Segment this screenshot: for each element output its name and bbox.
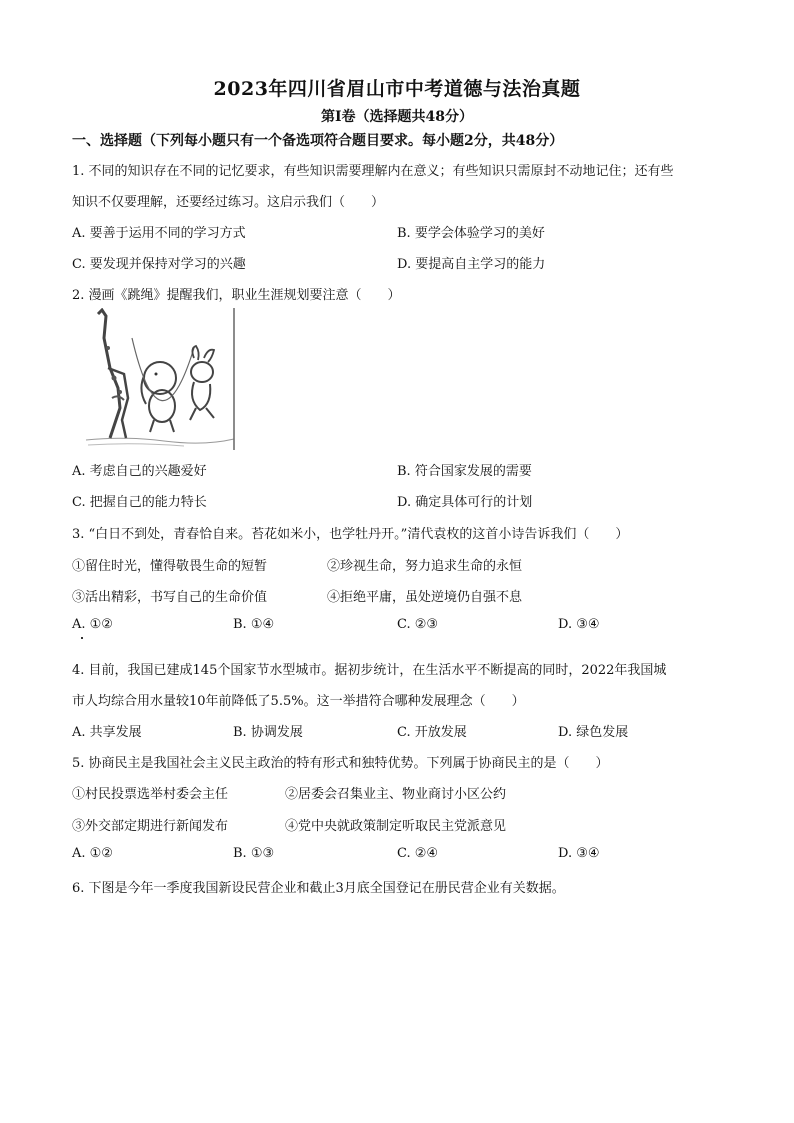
q2-option-c: C. 把握自己的能力特长 (72, 495, 207, 510)
q3-stem-line-1: 3. “白日不到处，青春恰自来。苔花如米小，也学牡丹开。”清代袁枚的这首小诗告诉我们（ ） (72, 527, 629, 542)
q5-item-4: ④党中央就政策制定听取民主党派意见 (285, 819, 507, 834)
q5-item-2: ②居委会召集业主、物业商讨小区公约 (285, 787, 507, 802)
q5-stem-line-1: 5. 协商民主是我国社会主义民主政治的特有形式和独特优势。下列属于协商民主的是（ ） (72, 756, 609, 771)
q3-option-c: C. ②③ (397, 617, 439, 632)
q4-option-d: D. 绿色发展 (558, 725, 629, 740)
volume-heading: 第Ⅰ卷（选择题共48分） (320, 109, 474, 125)
q4-option-a: A. 共享发展 (72, 725, 142, 740)
q4-stem-line-2: 市人均综合用水量较10年前降低了5.5%。这一举措符合哪种发展理念（ ） (72, 694, 525, 709)
page-title: 2023年四川省眉山市中考道德与法治真题 (213, 78, 581, 100)
stray-dot (81, 637, 83, 639)
q3-item-2: ②珍视生命，努力追求生命的永恒 (327, 559, 523, 574)
q3-option-d: D. ③④ (558, 617, 600, 632)
q5-option-d: D. ③④ (558, 846, 600, 861)
q3-item-3: ③活出精彩，书写自己的生命价值 (72, 590, 268, 605)
q5-item-3: ③外交部定期进行新闻发布 (72, 819, 229, 834)
q6-stem-line-1: 6. 下图是今年一季度我国新设民营企业和截止3月底全国登记在册民营企业有关数据。 (72, 881, 565, 896)
q3-option-b: B. ①④ (233, 617, 275, 632)
q1-stem-line-2: 知识不仅要理解，还要经过练习。这启示我们（ ） (72, 195, 385, 210)
q3-option-a: A. ①② (72, 617, 113, 632)
q4-option-b: B. 协调发展 (233, 725, 303, 740)
q5-option-b: B. ①③ (233, 846, 275, 861)
q4-stem-line-1: 4. 目前，我国已建成145个国家节水型城市。据初步统计，在生活水平不断提高的同时，2022年我国城 (72, 663, 667, 678)
q4-option-c: C. 开放发展 (397, 725, 467, 740)
q2-stem-line-1: 2. 漫画《跳绳》提醒我们，职业生涯规划要注意（ ） (72, 288, 401, 303)
q1-stem-line-1: 1. 不同的知识存在不同的记忆要求，有些知识需要理解内在意义；有些知识只需原封不动地记住；还有些 (72, 164, 674, 179)
q1-option-d: D. 要提高自主学习的能力 (397, 257, 546, 272)
jump-rope-cartoon-image (84, 308, 236, 450)
q5-option-a: A. ①② (72, 846, 113, 861)
q1-option-c: C. 要发现并保持对学习的兴趣 (72, 257, 246, 272)
q2-option-a: A. 考虑自己的兴趣爱好 (72, 464, 207, 479)
q5-option-c: C. ②④ (397, 846, 439, 861)
q2-option-b: B. 符合国家发展的需要 (397, 464, 532, 479)
q5-item-1: ①村民投票选举村委会主任 (72, 787, 229, 802)
q3-item-1: ①留住时光，懂得敬畏生命的短暂 (72, 559, 268, 574)
q1-option-b: B. 要学会体验学习的美好 (397, 226, 545, 241)
section-heading: 一、选择题（下列每小题只有一个备选项符合题目要求。每小题2分，共48分） (72, 133, 564, 149)
q1-option-a: A. 要善于运用不同的学习方式 (72, 226, 246, 241)
q2-option-d: D. 确定具体可行的计划 (397, 495, 533, 510)
q3-item-4: ④拒绝平庸，虽处逆境仍自强不息 (327, 590, 523, 605)
